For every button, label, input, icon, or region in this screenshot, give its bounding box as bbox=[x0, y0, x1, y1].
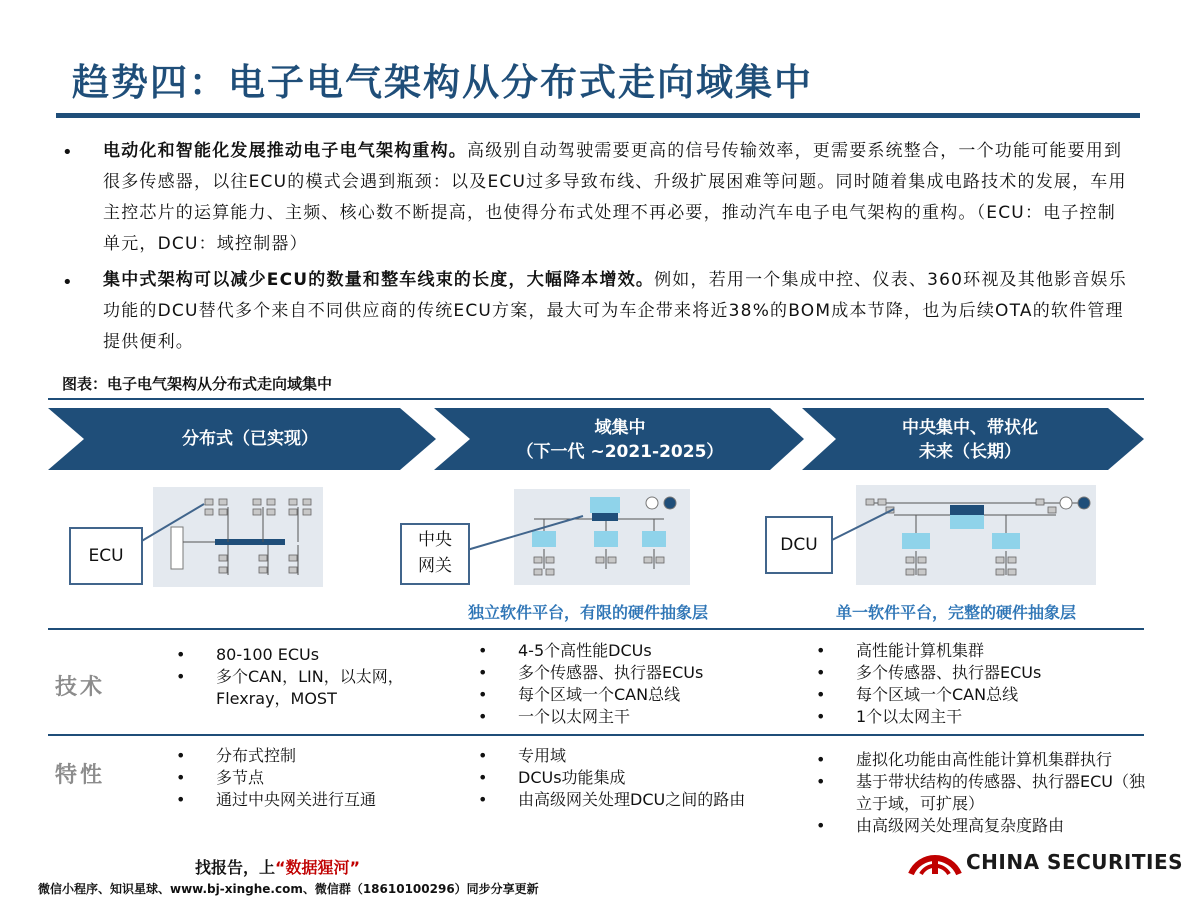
list-item: • 每个区域一个CAN总线 bbox=[816, 684, 1146, 706]
list-item: • 虚拟化功能由高性能计算机集群执行 bbox=[816, 749, 1156, 771]
china-securities-logo-icon bbox=[905, 838, 965, 878]
bullet-marker: • bbox=[62, 142, 73, 163]
gateway-callout-line bbox=[465, 510, 585, 555]
ecu-callout-line bbox=[138, 500, 208, 545]
bullet-paragraph-2 bbox=[103, 265, 1133, 358]
list-item: • 多节点 bbox=[176, 767, 436, 789]
page-title: 趋势四：电子电气架构从分布式走向域集中 bbox=[72, 60, 813, 104]
dcu-callout-line bbox=[828, 505, 898, 545]
list-item: • 基于带状结构的传感器、执行器ECU（独立于域，可扩展） bbox=[816, 771, 1156, 815]
figure-divider bbox=[48, 398, 1144, 400]
tech-list-central bbox=[816, 640, 1146, 728]
tech-list-domain bbox=[478, 640, 798, 728]
bullet-marker: • bbox=[62, 272, 73, 293]
list-item: • 1个以太网主干 bbox=[816, 706, 1146, 728]
central-layer-label: 单一软件平台，完整的硬件抽象层 bbox=[836, 603, 1077, 622]
list-item: • 多个传感器、执行器ECUs bbox=[816, 662, 1146, 684]
list-item: • DCUs功能集成 bbox=[478, 767, 798, 789]
feature-list-domain bbox=[478, 745, 798, 811]
list-item: • 高性能计算机集群 bbox=[816, 640, 1146, 662]
list-item: • 多个传感器、执行器ECUs bbox=[478, 662, 798, 684]
bullet-2-text: 例如，若用一个集成中控、仪表、360环视及其他影音娱乐功能的DCU替代多个来自不同供应商的传统ECU方案，最大可为车企带来将近38%的BOM成本节降，也为后续OTA的软件管理提供便利。 bbox=[103, 270, 1127, 352]
feature-list-central bbox=[816, 749, 1156, 837]
stage-label-1: 分布式（已实现） bbox=[182, 429, 318, 449]
footer-sub: 微信小程序、知识星球、www.bj-xinghe.com、微信群（18610100296）同步分享更新 bbox=[38, 882, 539, 896]
list-item: • 4-5个高性能DCUs bbox=[478, 640, 798, 662]
tech-list-distributed bbox=[176, 644, 408, 710]
bullet-1-bold: 电动化和智能化发展推动电子电气架构重构。 bbox=[103, 141, 467, 161]
stage-label-2: 域集中 bbox=[594, 418, 646, 438]
table-rule-top bbox=[48, 628, 1144, 630]
callout-dcu: DCU bbox=[765, 516, 833, 574]
row-label-feature: 特性 bbox=[55, 763, 106, 788]
bullet-paragraph-1 bbox=[103, 136, 1133, 260]
list-item: • 一个以太网主干 bbox=[478, 706, 798, 728]
stage-label-3: 中央集中、带状化 bbox=[902, 418, 1038, 438]
footer-highlight: “数据猩河” bbox=[275, 858, 361, 877]
table-rule-middle bbox=[48, 734, 1144, 736]
title-divider bbox=[56, 113, 1140, 118]
logo-text: CHINA SECURITIES bbox=[966, 850, 1184, 874]
list-item: • 每个区域一个CAN总线 bbox=[478, 684, 798, 706]
domain-layer-label: 独立软件平台，有限的硬件抽象层 bbox=[468, 603, 709, 622]
footer-prefix: 找报告，上 bbox=[195, 858, 276, 877]
list-item: • 分布式控制 bbox=[176, 745, 436, 767]
list-item: • 通过中央网关进行互通 bbox=[176, 789, 436, 811]
list-item: • 由高级网关处理DCU之间的路由 bbox=[478, 789, 798, 811]
list-item: • 多个CAN，LIN，以太网，Flexray，MOST bbox=[176, 666, 408, 710]
callout-central-gateway: 中央 网关 bbox=[400, 523, 470, 585]
feature-list-distributed bbox=[176, 745, 436, 811]
callout-ecu: ECU bbox=[69, 527, 143, 585]
row-label-tech: 技术 bbox=[55, 675, 106, 700]
stage-label-3-sub: 未来（长期） bbox=[919, 442, 1021, 462]
figure-caption: 图表：电子电气架构从分布式走向域集中 bbox=[62, 375, 333, 393]
list-item: • 由高级网关处理高复杂度路由 bbox=[816, 815, 1156, 837]
bullet-2-bold: 集中式架构可以减少ECU的数量和整车线束的长度，大幅降本增效。 bbox=[103, 270, 655, 290]
list-item: • 80-100 ECUs bbox=[176, 644, 408, 666]
stage-label-2-sub: （下一代 ~2021-2025） bbox=[516, 442, 724, 462]
list-item: • 专用域 bbox=[478, 745, 798, 767]
footer-banner bbox=[195, 855, 360, 878]
bullet-1-text: 高级别自动驾驶需要更高的信号传输效率，更需要系统整合，一个功能可能要用到很多传感器，以往ECU的模式会遇到瓶颈：以及ECU过多导致布线、升级扩展困难等问题。同时随着集成电路技术的发展，车用主控芯片的运算能力、主频、核心数不断提高，也使得分布式处理不再必要，推动汽车电子电气架构的重构。（ECU：电子控制单元，DCU：域控制器） bbox=[103, 141, 1127, 254]
